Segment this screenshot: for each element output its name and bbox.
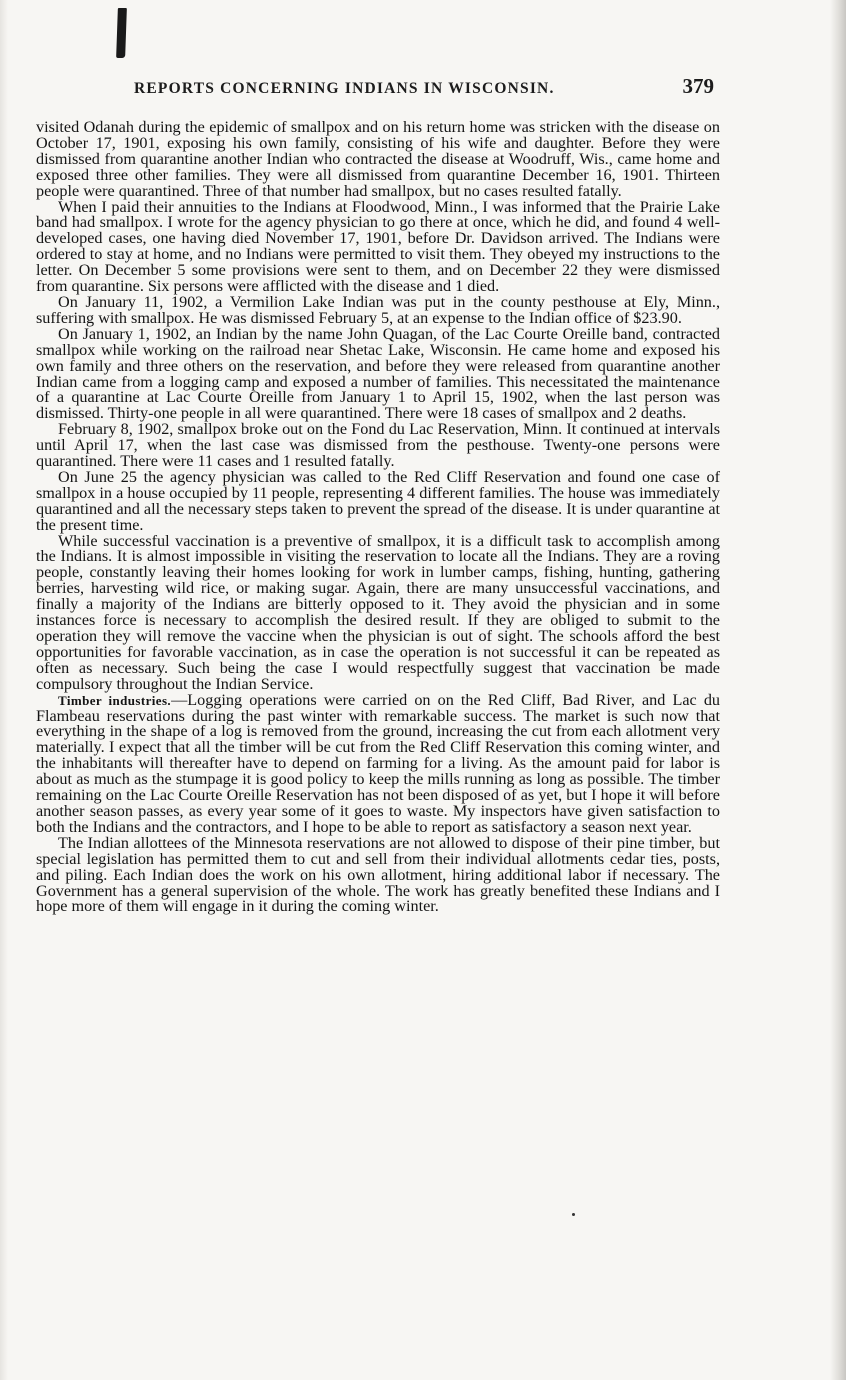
paragraph [36, 292, 720, 327]
body-text [36, 120, 720, 915]
paragraph-text: The Indian allottees of the Minnesota reservations are not allowed to dispose of their pine timber, but special legislation has permitted them to cut and sell from their individual allotments cedar ties, posts, and piling. Each Indian does the work on his own allotment, hiring additional labor if necessary. The Government has a general supervision of the whole. The work has greatly benefited these Indians and I hope more of them will engage in it during the coming winter. [36, 833, 720, 916]
paragraph [36, 467, 720, 534]
paragraph [36, 197, 720, 296]
paragraph [36, 531, 720, 693]
paragraph-text: On January 11, 1902, a Vermilion Lake Indian was put in the county pesthouse at Ely, Minn., suffering with smallpox. He was dismissed February 5, at an expense to the Indian office of $23.90. [36, 292, 720, 327]
section-heading: Timber industries. [58, 692, 172, 708]
page-right-edge [830, 0, 846, 1380]
paragraph [36, 422, 720, 470]
paragraph [36, 833, 720, 916]
page-left-edge [0, 0, 8, 1380]
page-header [36, 74, 716, 104]
ink-speck [572, 1213, 575, 1216]
paragraph [36, 120, 720, 200]
paragraph-text: When I paid their annuities to the Indians at Floodwood, Minn., I was informed that the Prairie Lake band had smallpox. I wrote for the agency physician to go there at once, which he did, and found 4 well-developed cases, one having died November 17, 1901, before Dr. Davidson arrived. The Indians were ordered to stay at home, and no Indians were permitted to visit them. They obeyed my instructions to the letter. On December 5 some provisions were sent to them, and on December 22 they were dismissed from quarantine. Six persons were afflicted with the disease and 1 died. [36, 197, 720, 296]
paragraph-text: February 8, 1902, smallpox broke out on the Fond du Lac Reservation, Minn. It continued at intervals until April 17, when the last case was dismissed from the pesthouse. Twenty-one persons were quarantined. There were 11 cases and 1 resulted fatally. [36, 420, 720, 471]
page-number: 379 [682, 74, 714, 98]
paragraph-text: On June 25 the agency physician was called to the Red Cliff Reservation and found one case of smallpox in a house occupied by 11 people, representing 4 different families. The house was immediately quarantined and all the necessary steps taken to prevent the spread of the disease. It is under quarantine at the present time. [36, 467, 720, 534]
running-head: REPORTS CONCERNING INDIANS IN WISCONSIN. [134, 80, 555, 97]
paragraph-text: —Logging operations were carried on on the Red Cliff, Bad River, and Lac du Flambeau reservations during the past winter with remarkable success. The market is such now that everything in the shape of a log is removed from the ground, increasing the cut from each allotment very materially. I expect that all the timber will be cut from the Red Cliff Reservation this coming winter, and the inhabitants will thereafter have to depend on farming for a living. As the amount paid for labor is about as much as the stumpage it is good policy to keep the mills running as long as possible. The timber remaining on the Lac Courte Oreille Reservation has not been disposed of as yet, but I hope it will before another season passes, as every year some of it goes to waste. My inspectors have given satisfaction to both the Indians and the contractors, and I hope to be able to report as satisfactory a season next year. [36, 690, 721, 836]
paragraph-text: On January 1, 1902, an Indian by the name John Quagan, of the Lac Courte Oreille band, contracted smallpox while working on the railroad near Shetac Lake, Wisconsin. He came home and exposed his own family and three others on the reservation, and before they were released from quarantine another Indian came from a logging camp and exposed a number of families. This necessitated the maintenance of a quarantine at Lac Courte Oreille from January 1 to April 15, 1902, when the last person was dismissed. Thirty-one people in all were quarantined. There were 18 cases of smallpox and 2 deaths. [36, 324, 720, 423]
scan-binding-mark [116, 8, 127, 58]
paragraph-text: visited Odanah during the epidemic of smallpox and on his return home was stricken with the disease on October 17, 1901, exposing his own family, consisting of his wife and daughter. Before they were dismissed from quarantine another Indian who contracted the disease at Woodruff, Wis., came home and exposed three other families. They were all dismissed from quarantine December 16, 1901. Thirteen people were quarantined. Three of that number had smallpox, but no cases resulted fatally. [36, 118, 720, 200]
paragraph [36, 690, 721, 836]
paragraph [36, 324, 720, 423]
paragraph-text: While successful vaccination is a preventive of smallpox, it is a difficult task to accomplish among the Indians. It is almost impossible in visiting the reservation to locate all the Indians. They are a roving people, constantly leaving their homes looking for work in lumber camps, fishing, hunting, gathering berries, harvesting wild rice, or making sugar. Again, there are many unsuccessful vaccinations, and finally a majority of the Indians are bitterly opposed to it. They avoid the physician and in some instances force is necessary to accomplish the desired result. If they are obliged to submit to the operation they will remove the vaccine when the physician is out of sight. The schools afford the best opportunities for favorable vaccination, as in case the operation is not successful it can be repeated as often as necessary. Such being the case I would respectfully suggest that vaccination be made compulsory throughout the Indian Service. [36, 531, 720, 693]
